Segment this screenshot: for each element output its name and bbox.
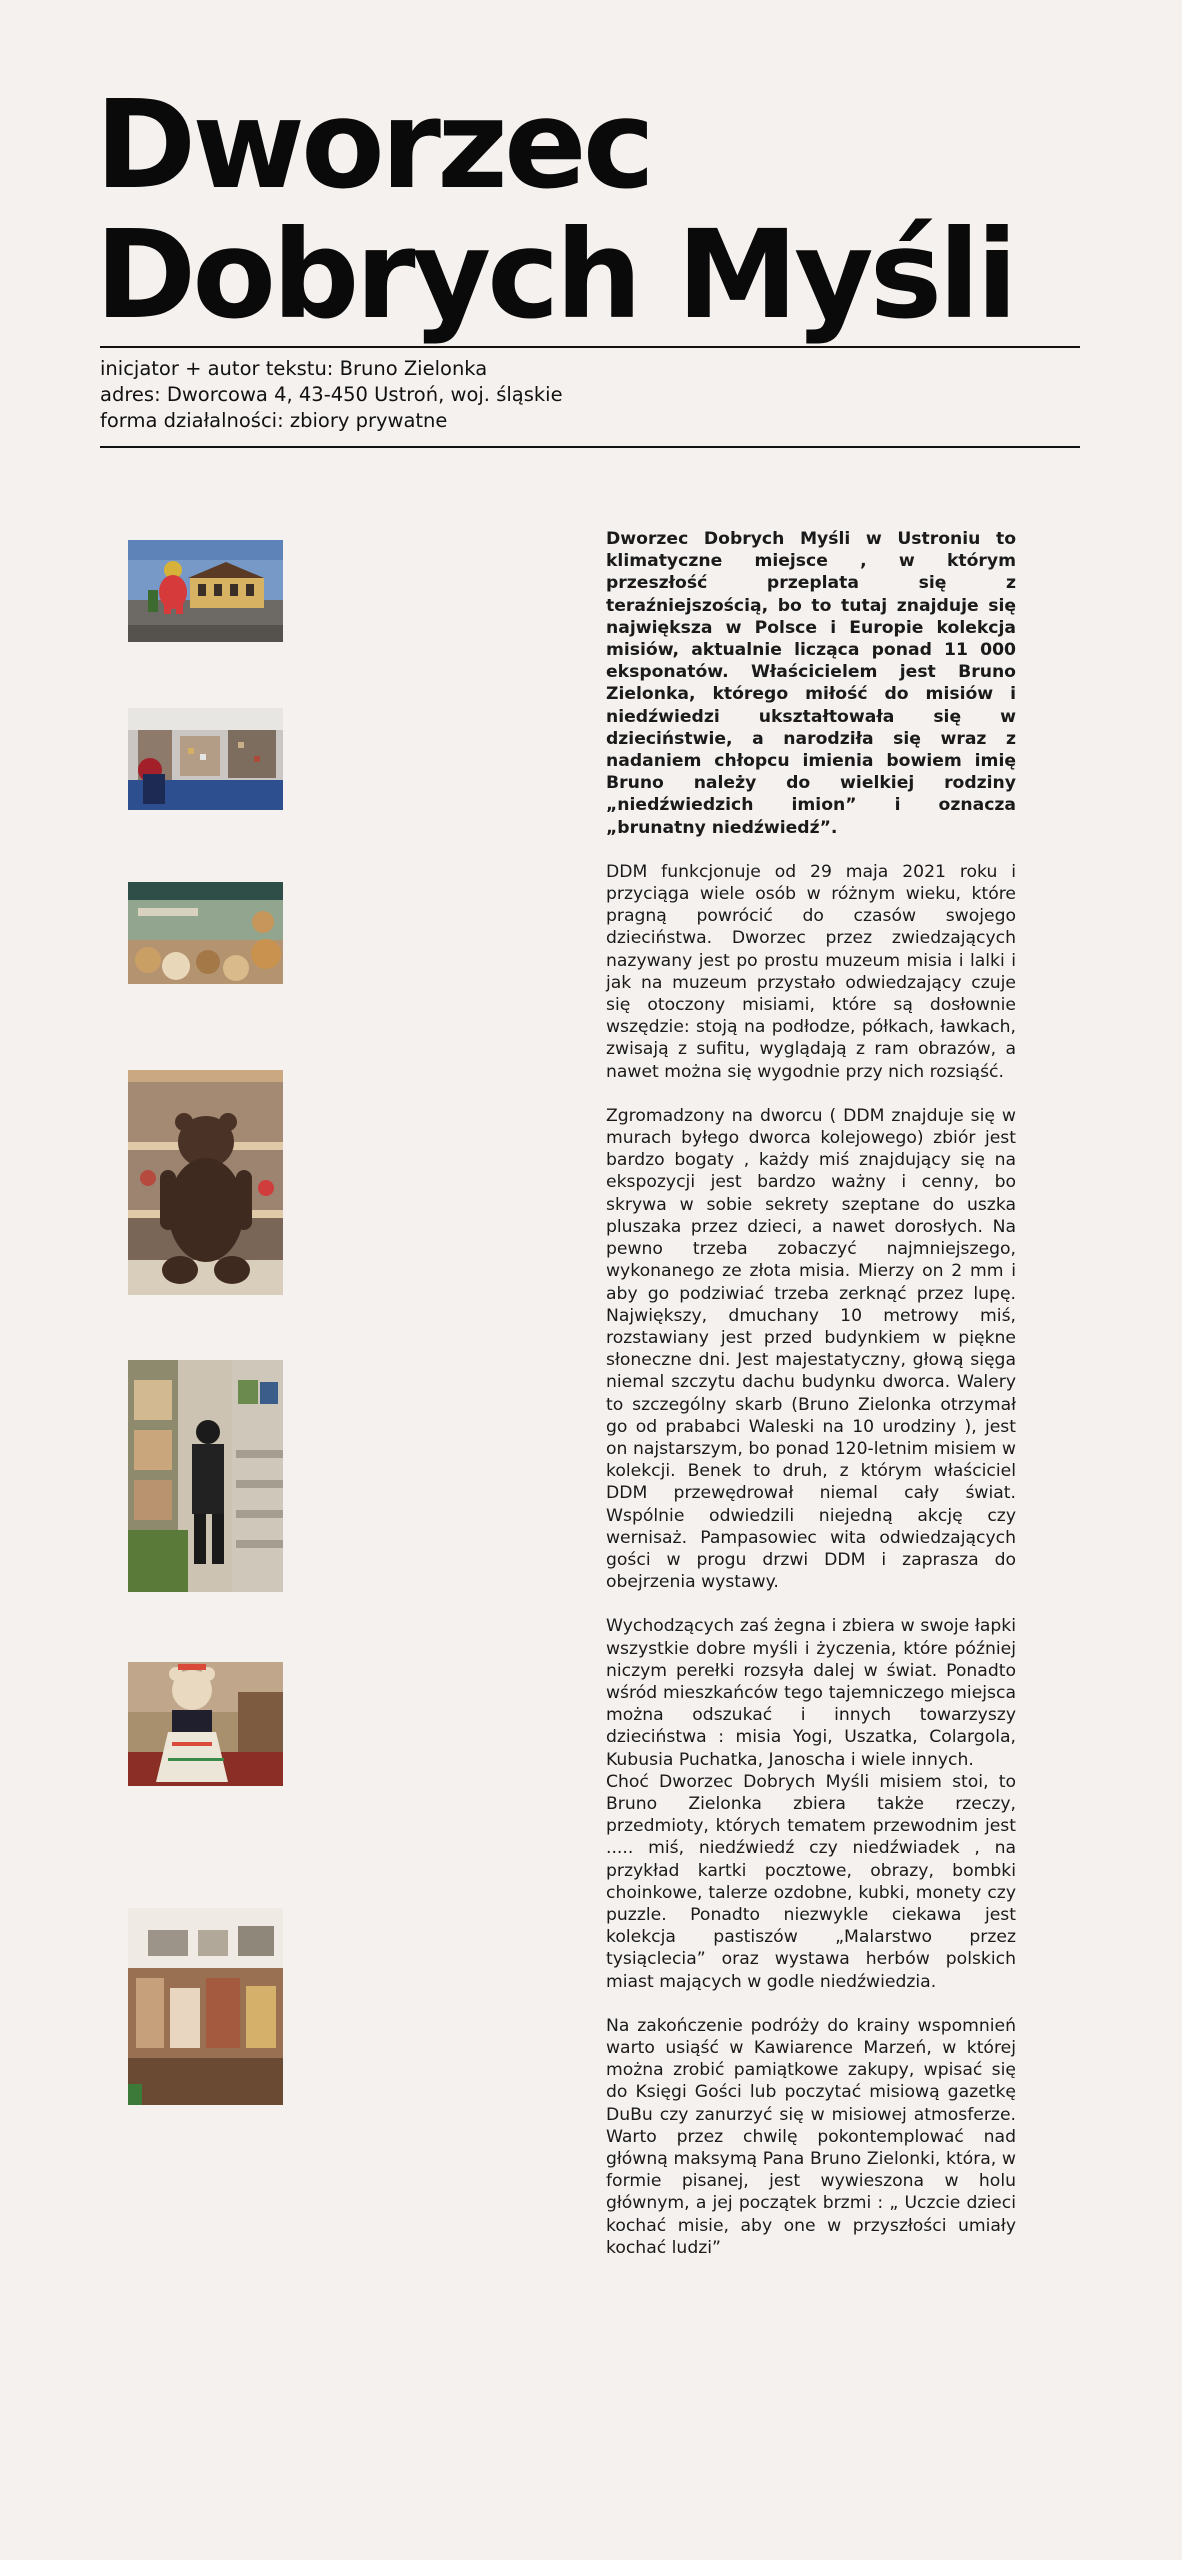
page-title (95, 74, 1014, 346)
top-divider (100, 346, 1080, 348)
teddy-bear-shelves-photo (128, 882, 283, 984)
bottom-divider (100, 446, 1080, 448)
article-paragraph: Zgromadzony na dworcu ( DDM znajduje się w murach byłego dworca kolejowego) zbiór jest bardzo bogaty , każdy miś znajdujący się na ekspozycji jest bardzo ważny i cenny, bo skrywa w sobie sekrety szeptane do uszka pluszaka przez dzieci, a nawet dorosłych. Na pewno trzeba zobaczyć najmniejszego, wykonanego ze złota misia. Mierzy on 2 mm i aby go podziwiać trzeba zerknąć przez lupę. Największy, dmuchany 10 metrowy miś, rozstawiany jest przed budynkiem w piękne słoneczne dni. Jest majestatyczny, głową sięga niemal szczytu dachu budynku dworca. Walery to szczególny skarb (Bruno Zielonka otrzymał go od prababci Waleski na 10 urodziny ), jest on najstarszym, bo ponad 120-letnim misiem w kolekcji. Benek to druh, z którym właściciel DDM przewędrował niemal cały świat. Wspólnie odwiedzili niejedną akcję czy wernisaż. Pampasowiec wita odwiedzających gości w progu drzwi DDM i zaprasza do obejrzenia wystawy. (606, 1105, 1016, 1593)
staircase-exhibit-photo (128, 1360, 283, 1592)
article-lead-paragraph: Dworzec Dobrych Myśli w Ustroniu to klimatyczne miejsce , w którym przeszłość przeplata się z teraźniejszością, bo to tutaj znajduje się największa w Polsce i Europie kolekcja misiów, aktualnie licząca ponad 11 000 eksponatów. Właścicielem jest Bruno Zielonka, którego miłość do misiów i niedźwiedzi ukształtowała się w dzieciństwie, a narodziła się wraz z nadaniem chłopcu imienia bowiem imię Bruno należy do wielkiej rodziny „niedźwiedzich imion” i oznacza „brunatny niedźwiedź”. (606, 529, 1016, 838)
article-paragraph: Na zakończenie podróży do krainy wspomnień warto usiąść w Kawiarence Marzeń, w której można zrobić pamiątkowe zakupy, wpisać się do Księgi Gości lub poczytać misiową gazetkę DuBu czy zanurzyć się w misiowej atmosferze. Warto przez chwilę pokontemplować nad główną maksymą Pana Bruno Zielonki, która, w formie pisanej, jest wywieszona w holu głównym, a jej początek brzmi : „ Uczcie dzieci kochać misie, aby one w przyszłości umiały kochać ludzi” (606, 2015, 1016, 2258)
museum-interior-photo (128, 708, 283, 810)
station-building-photo (128, 540, 283, 642)
article-paragraph: Wychodzących zaś żegna i zbiera w swoje łapki wszystkie dobre myśli i życzenia, które później niczym perełki rozsyła dalej w świat. Ponadto wśród mieszkańców tego tajemniczego miejsca można odszukać i innych towarzyszy dzieciństwa : misia Yogi, Uszatka, Colargola, Kubusia Puchatka, Janoscha i wiele innych. (606, 1616, 1016, 1770)
meta-activity: forma działalności: zbiory prywatne (100, 409, 448, 432)
title-line-2: Dobrych Myśli (95, 204, 1014, 346)
antique-teddy-bear-photo (128, 1070, 283, 1295)
article-paragraph: Choć Dworzec Dobrych Myśli misiem stoi, to Bruno Zielonka zbiera także rzeczy, przedmioty, których tematem przewodnim jest ..... miś, niedźwiedź czy niedźwiadek , na przykład kartki pocztowe, obrazy, bombki choinkowe, talerze ozdobne, kubki, monety czy puzzle. Ponadto niezwykle ciekawa jest kolekcja pastiszów „Malarstwo przez tysiąclecia” oraz wystawa herbów polskich miast mających w godle niedźwiedzia. (606, 1771, 1016, 1992)
meta-address: adres: Dworcowa 4, 43-450 Ustroń, woj. śląskie (100, 383, 563, 406)
project-meta (100, 356, 563, 434)
title-line-1: Dworzec (95, 74, 652, 216)
gallery-room-photo (128, 1908, 283, 2105)
costumed-bear-photo (128, 1662, 283, 1786)
article-body (606, 528, 1016, 2281)
article-paragraph: DDM funkcjonuje od 29 maja 2021 roku i przyciąga wiele osób w różnym wieku, które pragną powrócić do czasów swojego dzieciństwa. Dworzec przez zwiedzających nazywany jest po prostu muzeum misia i lalki i jak na muzeum przystało odwiedzający czuje się otoczony misiami, które są dosłownie wszędzie: stoją na podłodze, półkach, ławkach, zwisają z sufitu, wyglądają z ram obrazów, a nawet można się wygodnie przy nich rozsiąść. (606, 861, 1016, 1082)
meta-initiator: inicjator + autor tekstu: Bruno Zielonka (100, 357, 488, 380)
